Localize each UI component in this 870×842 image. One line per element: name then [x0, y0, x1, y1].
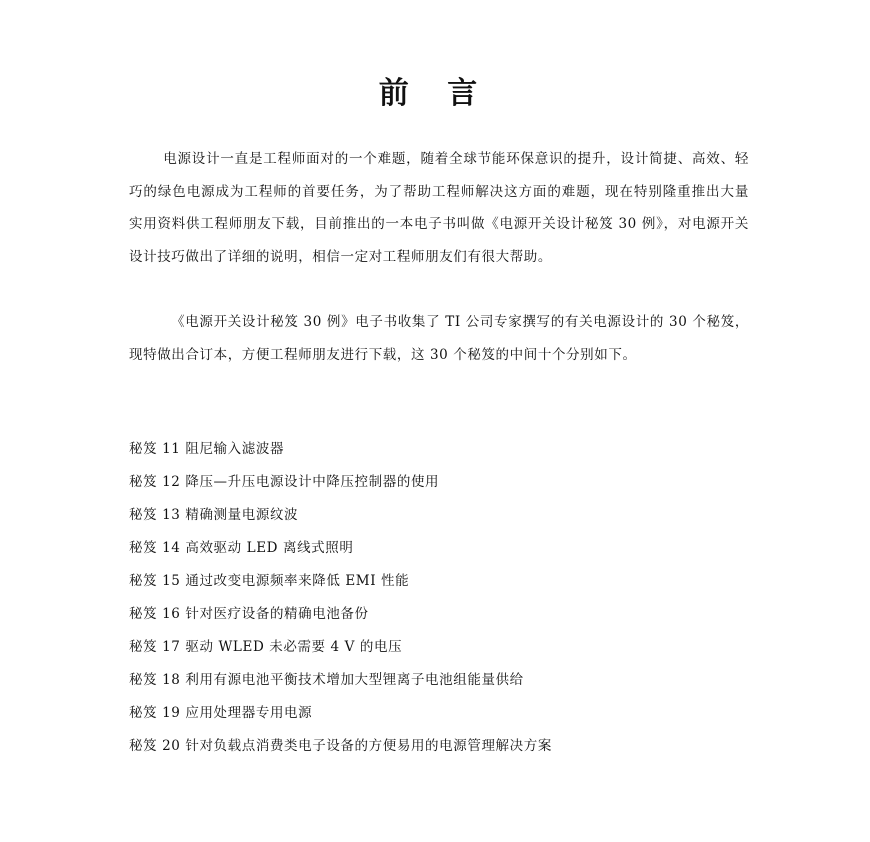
page-title: 前 言: [378, 76, 492, 111]
list-item: 秘笈 17 驱动 WLED 未必需要 4 V 的电压: [129, 639, 403, 655]
list-item: 秘笈 11 阻尼输入滤波器: [129, 441, 285, 457]
list-item: 秘笈 12 降压—升压电源设计中降压控制器的使用: [129, 474, 440, 490]
list-item: 秘笈 15 通过改变电源频率来降低 EMI 性能: [129, 573, 410, 589]
list-item: 秘笈 19 应用处理器专用电源: [129, 705, 313, 721]
intro-paragraph: [129, 143, 749, 273]
intro-paragraph-text: 电源设计一直是工程师面对的一个难题，随着全球节能环保意识的提升，设计简捷、高效、轻巧的绿色电源成为工程师的首要任务，为了帮助工程师解决这方面的难题，现在特别隆重推出大量实用资料供工程师朋友下载，目前推出的一本电子书叫做《电源开关设计秘笈 30 例》，对电源开关设计技巧做出了详细的说明，相信一定对工程师朋友们有很大帮助。: [129, 151, 749, 265]
list-item: 秘笈 20 针对负载点消费类电子设备的方便易用的电源管理解决方案: [129, 738, 552, 754]
list-item: 秘笈 13 精确测量电源纹波: [129, 507, 299, 523]
list-item: 秘笈 18 利用有源电池平衡技术增加大型锂离子电池组能量供给: [129, 672, 524, 688]
tips-list: [129, 433, 552, 763]
collection-paragraph: [129, 306, 749, 371]
list-item: 秘笈 16 针对医疗设备的精确电池备份: [129, 606, 369, 622]
list-item: 秘笈 14 高效驱动 LED 离线式照明: [129, 540, 354, 556]
collection-paragraph-text: 《电源开关设计秘笈 30 例》电子书收集了 TI 公司专家撰写的有关电源设计的 30 个秘笈，现特做出合订本，方便工程师朋友进行下载，这 30 个秘笈的中间十个分别如下。: [129, 314, 749, 363]
